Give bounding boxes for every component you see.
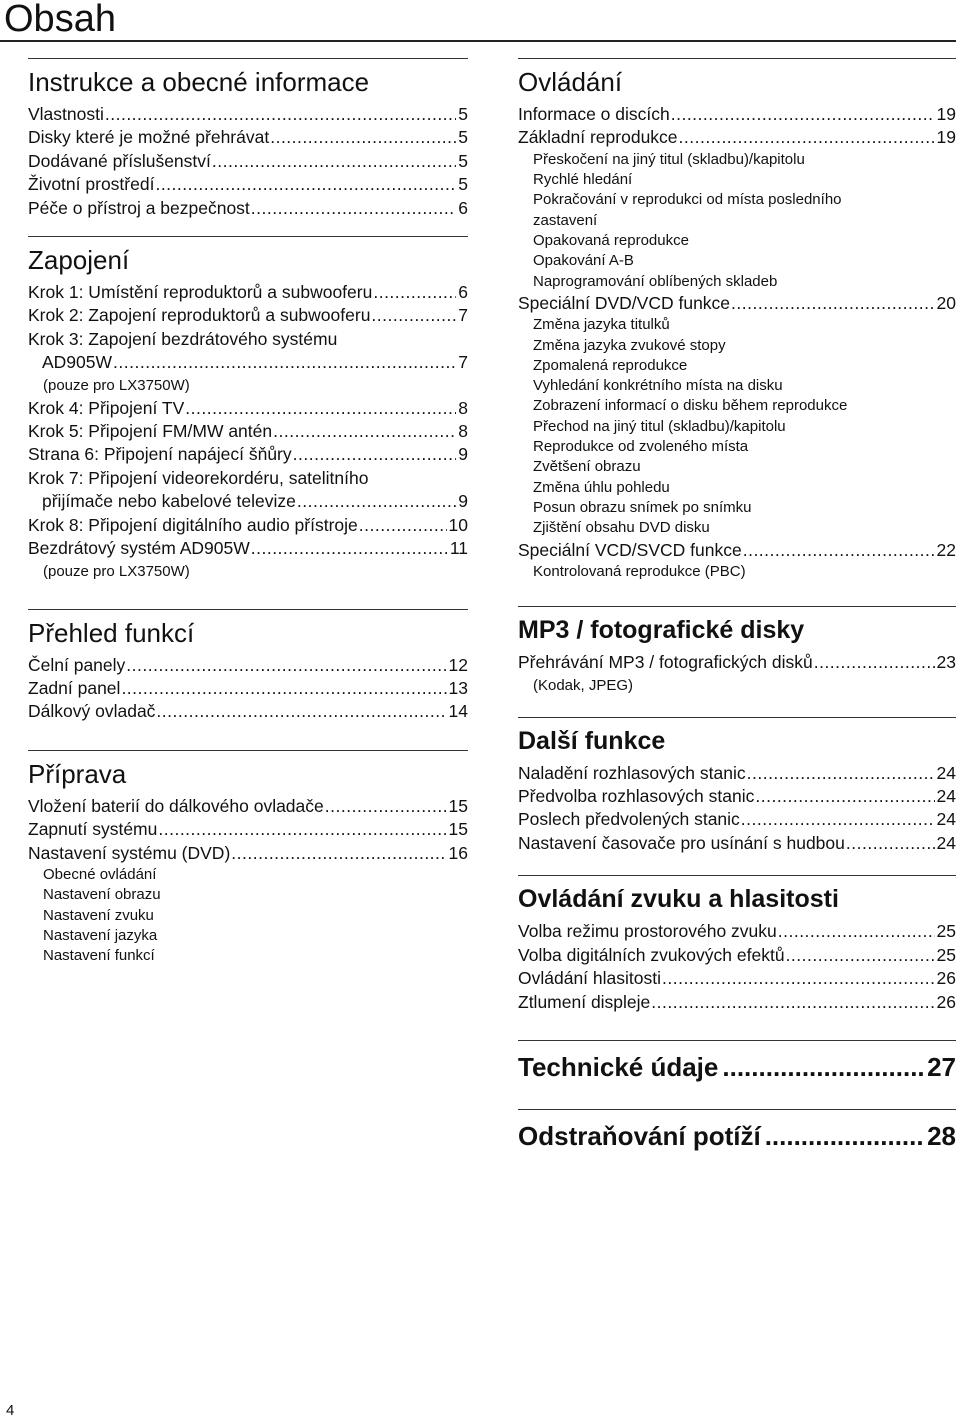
toc-entry[interactable] <box>518 539 956 562</box>
toc-entry-page: 26 <box>936 991 956 1012</box>
toc-entry[interactable] <box>28 514 468 537</box>
toc-entry-title: Dodávané příslušenství <box>28 150 211 171</box>
toc-entry-page: 13 <box>448 677 468 698</box>
toc-entry[interactable] <box>28 150 468 173</box>
section-rule <box>518 875 956 876</box>
toc-entry[interactable] <box>518 651 956 674</box>
toc-entry-page: 26 <box>936 968 956 989</box>
section-rule <box>518 1040 956 1041</box>
toc-entry-title: Krok 2: Zapojení reproduktorů a subwooferu <box>28 305 371 326</box>
toc-entry-page: 5 <box>458 104 468 124</box>
leader-dots <box>113 351 456 374</box>
toc-entry-page: 15 <box>448 795 468 816</box>
toc-entry-title: Speciální VCD/SVCD funkce <box>518 539 742 560</box>
toc-entry[interactable] <box>28 397 468 420</box>
leader-dots <box>297 490 456 513</box>
toc-entry-title: Základní reprodukce <box>518 127 678 148</box>
toc-entry[interactable] <box>28 654 468 677</box>
toc-entry-page: 20 <box>936 292 956 313</box>
toc-note: (pouze pro LX3750W) <box>43 562 190 580</box>
toc-entry-title: AD905W <box>42 352 113 373</box>
leader-dots <box>671 103 935 126</box>
toc-entry-title: Volba režimu prostorového zvuku <box>518 921 777 942</box>
section-dalsi-funkce <box>518 717 956 856</box>
toc-entry-page: 6 <box>458 282 468 303</box>
section-rule <box>28 236 468 237</box>
toc-entry[interactable] <box>518 967 956 990</box>
toc-list <box>518 762 956 856</box>
leader-dots <box>731 292 934 315</box>
toc-entry-page: 16 <box>448 842 468 863</box>
toc-entry-title: Informace o discích <box>518 104 670 124</box>
toc-entry[interactable] <box>28 351 468 374</box>
toc-entry-page: 5 <box>458 127 468 148</box>
toc-entry-title-line[interactable]: Krok 7: Připojení videorekordéru, satelitního <box>28 467 369 488</box>
toc-subitem[interactable]: Pokračování v reprodukci od místa posledního <box>533 191 842 209</box>
toc-entry[interactable] <box>518 808 956 831</box>
toc-entry-title: Životní prostředí <box>28 174 155 195</box>
toc-entry-title: Technické údaje <box>518 1051 719 1082</box>
toc-entry[interactable] <box>518 944 956 967</box>
section-heading: Příprava <box>28 758 127 789</box>
toc-entry-page: 8 <box>458 397 468 418</box>
toc-subitem[interactable]: Změna úhlu pohledu <box>533 478 670 496</box>
toc-entry-title: Krok 8: Připojení digitálního audio přístroje <box>28 514 358 535</box>
section-heading: Instrukce a obecné informace <box>28 67 370 97</box>
leader-dots <box>273 420 456 443</box>
toc-subitem[interactable]: Zobrazení informací o disku během reprodukce <box>533 397 848 415</box>
toc-entry-title: Bezdrátový systém AD905W <box>28 538 250 559</box>
toc-entry-page: 19 <box>936 127 956 148</box>
toc-entry-title: Speciální DVD/VCD funkce <box>518 292 731 313</box>
toc-entry[interactable] <box>28 103 468 126</box>
leader-dots <box>293 443 457 466</box>
leader-dots <box>662 967 935 990</box>
toc-entry[interactable] <box>28 818 468 841</box>
leader-dots <box>814 651 935 674</box>
toc-entry[interactable] <box>28 304 468 327</box>
toc-entry-title: Krok 1: Umístění reproduktorů a subwooferu <box>28 282 373 303</box>
leader-dots <box>846 832 935 855</box>
toc-subitem[interactable]: Nastavení jazyka <box>43 926 158 944</box>
toc-entry-page: 5 <box>458 150 468 171</box>
toc-subitem[interactable]: Rychlé hledání <box>533 171 633 189</box>
toc-subitem[interactable]: Reprodukce od zvoleného místa <box>533 438 749 456</box>
toc-entry-title: Zadní panel <box>28 677 121 698</box>
toc-note: (Kodak, JPEG) <box>533 676 634 694</box>
toc-entry-title: Ztlumení displeje <box>518 991 651 1012</box>
sub-list <box>28 865 468 966</box>
page-number: 4 <box>6 1402 15 1419</box>
toc-entry-title: Vlastnosti <box>28 104 104 124</box>
toc-subitem[interactable]: Opakování A-B <box>533 252 634 270</box>
toc-entry[interactable] <box>518 832 956 855</box>
leader-dots <box>373 281 456 304</box>
leader-dots <box>359 514 447 537</box>
toc-list <box>28 795 468 865</box>
toc-subitem[interactable]: Nastavení zvuku <box>43 906 154 924</box>
toc-subitem[interactable]: Přeskočení na jiný titul (skladbu)/kapitolu <box>533 150 805 168</box>
toc-entry-page: 24 <box>936 832 956 853</box>
toc-entry-title: Poslech předvolených stanic <box>518 809 740 830</box>
toc-entry-page: 7 <box>458 305 468 326</box>
toc-entry[interactable] <box>518 103 956 126</box>
leader-dots <box>765 1120 923 1152</box>
toc-entry-page: 9 <box>458 491 468 512</box>
section-zapojeni <box>28 236 468 582</box>
toc-subitem[interactable]: Opakovaná reprodukce <box>533 232 689 249</box>
toc-entry[interactable] <box>28 842 468 865</box>
toc-subitem[interactable]: Změna jazyka titulků <box>533 316 670 334</box>
sub-list <box>518 150 956 292</box>
toc-subitem[interactable]: Změna jazyka zvukové stopy <box>533 336 726 354</box>
toc-entry-title: Zapnutí systému <box>28 819 158 840</box>
leader-dots <box>722 1051 923 1083</box>
toc-subitem[interactable]: Zjištění obsahu DVD disku <box>533 519 710 537</box>
toc-entry-title: Péče o přístroj a bezpečnost <box>28 197 250 218</box>
leader-dots <box>156 700 446 723</box>
toc-entry-page: 7 <box>458 352 468 373</box>
section-heading: Přehled funkcí <box>28 617 195 648</box>
toc-subitem[interactable]: Nastavení funkcí <box>43 947 155 965</box>
toc-subitem[interactable]: Naprogramování oblíbených skladeb <box>533 272 778 290</box>
leader-dots <box>778 920 935 943</box>
leader-dots <box>158 818 446 841</box>
section-heading: Další funkce <box>518 726 666 755</box>
toc-entry[interactable] <box>518 762 956 785</box>
toc-entry-page: 25 <box>936 944 956 965</box>
toc-entry-page: 24 <box>936 809 956 830</box>
leader-dots <box>325 795 447 818</box>
leader-dots <box>155 173 456 196</box>
section-rule <box>28 58 468 59</box>
title-rule <box>0 40 956 42</box>
toc-list <box>518 920 956 1014</box>
section-heading: MP3 / fotografické disky <box>518 616 805 645</box>
toc-entry-title: Nastavení systému (DVD) <box>28 842 231 863</box>
toc-entry-title: Odstraňování potíží <box>518 1120 761 1151</box>
toc-entry-page: 5 <box>458 174 468 195</box>
leader-dots <box>126 654 446 677</box>
toc-subitem[interactable]: Kontrolovaná reprodukce (PBC) <box>533 562 746 580</box>
leader-dots <box>105 103 456 126</box>
toc-entry-title: Krok 5: Připojení FM/MW antén <box>28 421 273 442</box>
section-rule <box>518 606 956 607</box>
toc-entry-page: 22 <box>936 539 956 560</box>
sub-list <box>518 562 956 582</box>
toc-entry[interactable] <box>28 537 468 560</box>
toc-subitem[interactable]: Zpomalená reprodukce <box>533 356 688 374</box>
section-priprava <box>28 750 468 967</box>
section-odstranovani-potizi <box>518 1109 956 1152</box>
toc-entry[interactable] <box>518 1051 956 1083</box>
toc-entry[interactable] <box>28 443 468 466</box>
toc-entry-page: 24 <box>936 762 956 783</box>
toc-entry-title: Ovládání hlasitosti <box>518 968 661 989</box>
toc-entry-page: 28 <box>927 1120 956 1151</box>
toc-entry[interactable] <box>518 1120 956 1152</box>
toc-entry-page: 25 <box>936 921 956 942</box>
toc-entry-page: 8 <box>458 421 468 442</box>
toc-entry-title: Naladění rozhlasových stanic <box>518 762 746 783</box>
toc-note: (pouze pro LX3750W) <box>43 376 190 394</box>
page-title: Obsah <box>4 0 116 40</box>
toc-entry[interactable] <box>518 292 956 315</box>
leader-dots <box>251 537 448 560</box>
toc-entry-title: Volba digitálních zvukových efektů <box>518 944 785 965</box>
section-prehled-funkci <box>28 609 468 724</box>
leader-dots <box>212 150 456 173</box>
section-ovladani <box>518 58 956 582</box>
toc-subitem[interactable]: Vyhledání konkrétního místa na disku <box>533 377 783 395</box>
toc-entry[interactable] <box>28 197 468 220</box>
toc-entry-page: 24 <box>936 786 956 807</box>
section-heading: Zapojení <box>28 245 130 276</box>
toc-list <box>28 654 468 724</box>
leader-dots <box>185 397 456 420</box>
section-rule <box>518 58 956 59</box>
leader-dots <box>755 785 934 808</box>
leader-dots <box>651 991 934 1014</box>
toc-entry-page: 27 <box>927 1051 956 1082</box>
toc-entry[interactable] <box>518 785 956 808</box>
toc-subitem[interactable]: Posun obrazu snímek po snímku <box>533 498 752 516</box>
toc-entry-title: Přehrávání MP3 / fotografických disků <box>518 652 813 673</box>
toc-entry-title: Krok 4: Připojení TV <box>28 397 185 418</box>
toc-entry-title: Nastavení časovače pro usínání s hudbou <box>518 832 845 853</box>
toc-subitem[interactable]: Přechod na jiný titul (skladbu)/kapitolu <box>533 417 786 435</box>
toc-entry[interactable] <box>28 420 468 443</box>
toc-list <box>28 103 468 220</box>
section-ovladani-zvuku <box>518 875 956 1014</box>
toc-entry-page: 6 <box>458 197 468 218</box>
toc-entry[interactable] <box>28 126 468 149</box>
left-column <box>28 58 468 966</box>
section-technicke-udaje <box>518 1040 956 1083</box>
toc-entry-page: 10 <box>448 514 468 535</box>
leader-dots <box>371 304 456 327</box>
toc-entry-page: 12 <box>448 654 468 675</box>
toc-entry[interactable] <box>28 677 468 700</box>
toc-subitem[interactable]: Obecné ovládání <box>43 865 157 883</box>
leader-dots <box>251 197 456 220</box>
toc-entry-page: 9 <box>458 444 468 465</box>
toc-entry-page: 19 <box>936 104 956 124</box>
leader-dots <box>747 762 935 785</box>
toc-entry[interactable] <box>28 700 468 723</box>
section-heading: Ovládání zvuku a hlasitosti <box>518 885 839 914</box>
toc-subitem[interactable]: zastavení <box>533 211 598 229</box>
toc-entry-title-line[interactable]: Krok 3: Zapojení bezdrátového systému <box>28 328 338 349</box>
toc-entry[interactable] <box>28 281 468 304</box>
toc-subitem[interactable]: Nastavení obrazu <box>43 886 161 904</box>
toc-entry-page: 11 <box>449 538 468 559</box>
toc-entry-title: Čelní panely <box>28 654 126 675</box>
right-column <box>518 58 956 1152</box>
toc-entry-title: Dálkový ovladač <box>28 701 156 722</box>
toc-entry-title: Strana 6: Připojení napájecí šňůry <box>28 444 292 465</box>
toc-entry-title: Vložení baterií do dálkového ovladače <box>28 795 324 816</box>
section-rule <box>518 1109 956 1110</box>
toc-entry-page: 15 <box>448 819 468 840</box>
leader-dots <box>270 126 456 149</box>
toc-entry-page: 14 <box>448 701 468 722</box>
section-heading: Ovládání <box>518 67 623 97</box>
toc-subitem[interactable]: Zvětšení obrazu <box>533 458 641 476</box>
leader-dots <box>786 944 935 967</box>
toc-entry[interactable] <box>518 991 956 1014</box>
section-rule <box>28 609 468 610</box>
section-mp3 <box>518 606 956 696</box>
toc-entry-title: Předvolba rozhlasových stanic <box>518 786 755 807</box>
toc-entry[interactable] <box>28 490 468 513</box>
toc-entry[interactable] <box>518 920 956 943</box>
sub-list <box>518 315 956 538</box>
leader-dots <box>743 539 935 562</box>
leader-dots <box>121 677 446 700</box>
section-rule <box>28 750 468 751</box>
toc-entry-title: přijímače nebo kabelové televize <box>42 491 296 512</box>
leader-dots <box>679 126 935 149</box>
leader-dots <box>231 842 446 865</box>
toc-entry-page: 23 <box>936 652 956 673</box>
toc-entry[interactable] <box>518 126 956 149</box>
toc-entry[interactable] <box>28 173 468 196</box>
section-rule <box>518 717 956 718</box>
toc-entry-title: Disky které je možné přehrávat <box>28 127 270 148</box>
section-instrukce <box>28 58 468 220</box>
leader-dots <box>741 808 935 831</box>
toc-entry[interactable] <box>28 795 468 818</box>
